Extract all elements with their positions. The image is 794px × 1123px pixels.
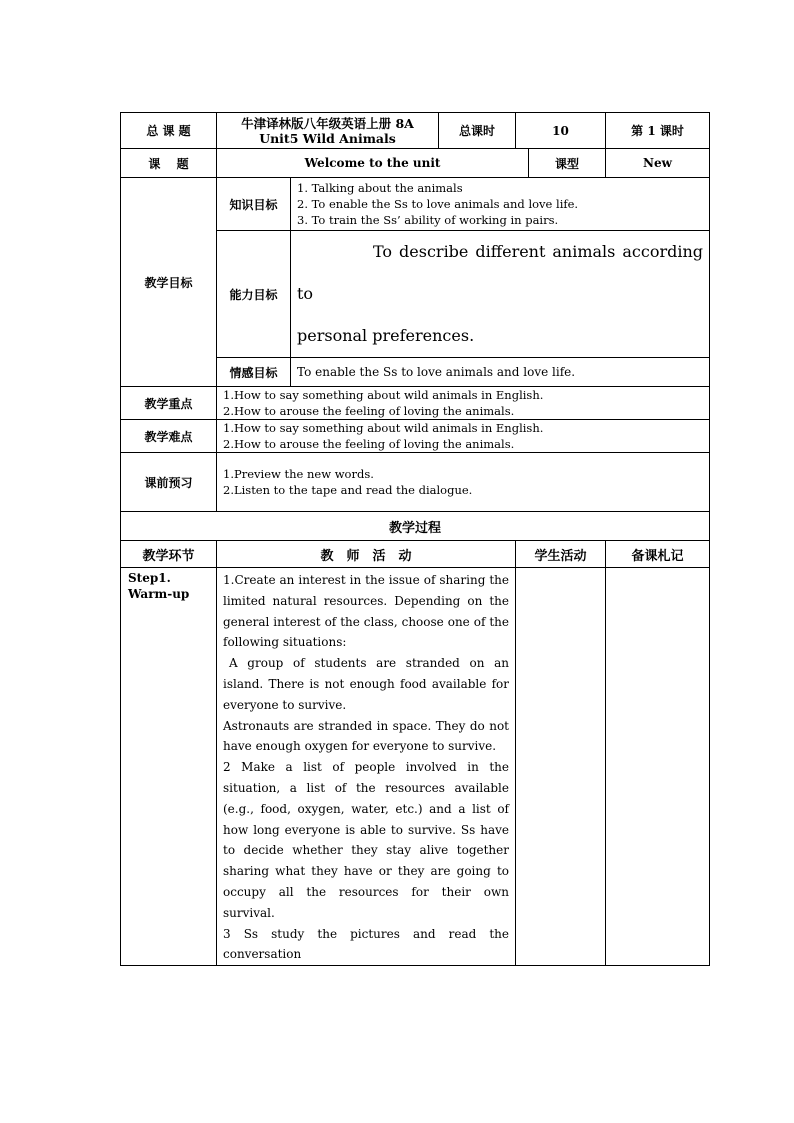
difficult-points-row [121,420,710,453]
emotion-text: To enable the Ss to love animals and love life. [291,358,710,387]
col-student-header: 学生活动 [516,541,606,568]
knowledge-list [291,178,710,231]
topic-row [121,149,710,178]
step1-label [121,568,217,966]
process-title-row [121,512,710,541]
course-title-line1: 牛津译林版八年级英语上册 8A [241,115,414,131]
lesson-plan-table [120,112,710,966]
activity-paragraph: A group of students are stranded on an island. There is not enough food available for everyone to survive. [223,656,509,712]
col-notes-header: 备课札记 [606,541,710,568]
activity-paragraph: 3 Ss study the pictures and read the conversation [223,926,509,962]
preview-list [217,453,710,512]
step1-label-line2: Warm-up [128,587,190,601]
topic-label: 课 题 [121,149,217,178]
preview-item: 1.Preview the new words. [223,467,374,481]
lesson-type-value: New [606,149,710,178]
ability-label: 能力目标 [217,231,291,358]
difficult-points-list [217,420,710,453]
preview-item: 2.Listen to the tape and read the dialogue. [223,483,473,497]
emotion-label: 情感目标 [217,358,291,387]
knowledge-label: 知识目标 [217,178,291,231]
difficult-point-item: 1.How to say something about wild animals in English. [223,421,544,435]
lesson-number: 第 1 课时 [606,113,710,149]
activity-paragraph: Astronauts are stranded in space. They do not have enough oxygen for everyone to survive. [223,718,509,754]
key-points-row [121,387,710,420]
col-stage-header: 教学环节 [121,541,217,568]
preview-row [121,453,710,512]
key-point-item: 2.How to arouse the feeling of loving the animals. [223,404,515,418]
step1-student-activity [516,568,606,966]
topic-title: Welcome to the unit [217,149,529,178]
ability-line-1: To describe different animals according to [297,242,704,303]
activity-paragraph: 1.Create an interest in the issue of sharing the limited natural resources. Depending on the general interest of the class, choose one of the following situations: [223,573,509,650]
difficult-points-label: 教学难点 [121,420,217,453]
key-point-item: 1.How to say something about wild animals in English. [223,388,544,402]
course-title-line2: Unit5 Wild Animals [259,130,396,146]
header-row [121,113,710,149]
activity-paragraph: 2 Make a list of people involved in the situation, a list of the resources available (e.g., food, oxygen, water, etc.) and a list of how long everyone is able to survive. Ss have to decide whether they stay alive together sharing what they have or they are going to occupy all the resources for their own survival. [223,760,509,920]
lesson-type-label: 课型 [529,149,606,178]
step1-label-line1: Step1. [128,571,171,585]
knowledge-item: 2. To enable the Ss to love animals and love life. [297,197,579,211]
key-points-list [217,387,710,420]
step1-teacher-activity [217,568,516,966]
key-points-label: 教学重点 [121,387,217,420]
step1-notes [606,568,710,966]
knowledge-item: 1. Talking about the animals [297,181,463,195]
process-header-row [121,541,710,568]
process-title: 教学过程 [121,512,710,541]
course-title [217,113,439,149]
step1-row [121,568,710,966]
col-teacher-header: 教 师 活 动 [217,541,516,568]
difficult-point-item: 2.How to arouse the feeling of loving the animals. [223,437,515,451]
ability-line-2: personal preferences. [297,326,475,345]
knowledge-item: 3. To train the Ss’ ability of working in pairs. [297,213,559,227]
total-hours-value: 10 [516,113,606,149]
course-label: 总 课 题 [121,113,217,149]
ability-text [291,231,710,358]
preview-label: 课前预习 [121,453,217,512]
knowledge-objective-row [121,178,710,231]
total-hours-label: 总课时 [439,113,516,149]
objectives-label: 教学目标 [121,178,217,387]
